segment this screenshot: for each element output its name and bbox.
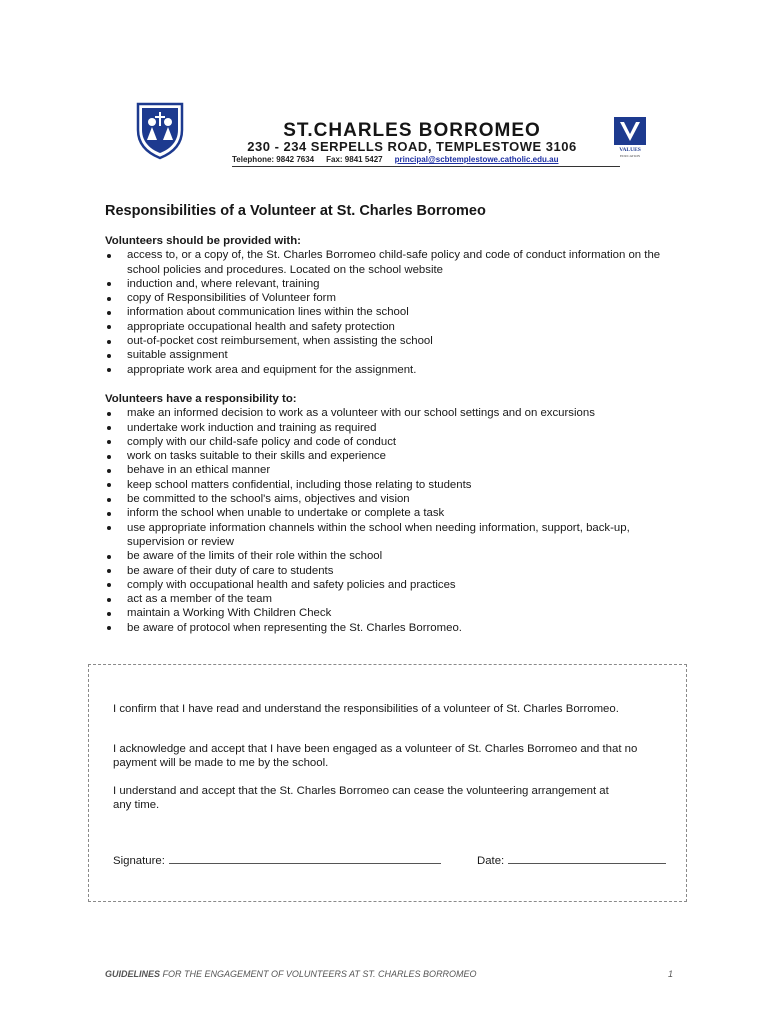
cease-line-1: I understand and accept that the St. Charles Borromeo can cease the volunteering arrangement at	[113, 785, 609, 797]
header-divider	[232, 166, 620, 167]
confirmation-statement-no-payment: I acknowledge and accept that I have been engaged as a volunteer of St. Charles Borromeo and that no payment will be made to me by the school.	[113, 743, 638, 769]
svg-text:EDUCATION: EDUCATION	[619, 154, 641, 158]
list-item: work on tasks suitable to their skills and experience	[105, 449, 685, 463]
responsibilities-list	[105, 406, 685, 635]
school-contact-line	[232, 155, 602, 164]
provided-section	[105, 234, 685, 377]
list-item: undertake work induction and training as required	[105, 421, 685, 435]
list-item: use appropriate information channels within the school when needing information, support, back-up, supervision or review	[105, 521, 685, 550]
date-label: Date:	[477, 855, 505, 867]
list-item: be aware of the limits of their role within the school	[105, 549, 685, 563]
signature-label: Signature:	[113, 855, 165, 867]
list-item: be aware of their duty of care to students	[105, 564, 685, 578]
list-item: behave in an ethical manner	[105, 463, 685, 477]
list-item: inform the school when unable to undertake or complete a task	[105, 506, 685, 520]
svg-text:VALUES: VALUES	[619, 147, 641, 153]
responsibilities-heading: Volunteers have a responsibility to:	[105, 393, 297, 405]
principal-email-link[interactable]: principal@scbtemplestowe.catholic.edu.au	[394, 155, 559, 164]
fax: Fax: 9841 5427	[326, 155, 383, 164]
date-row	[477, 852, 666, 867]
confirmation-statement-read: I confirm that I have read and understand the responsibilities of a volunteer of St. Charles Borromeo.	[113, 703, 619, 715]
list-item: appropriate work area and equipment for the assignment.	[105, 363, 685, 377]
page-footer	[105, 969, 477, 979]
list-item: maintain a Working With Children Check	[105, 606, 685, 620]
list-item: act as a member of the team	[105, 592, 685, 606]
signature-field[interactable]	[169, 852, 441, 864]
document-title: Responsibilities of a Volunteer at St. Charles Borromeo	[105, 203, 486, 219]
values-education-logo	[612, 116, 648, 158]
list-item: suitable assignment	[105, 348, 685, 362]
school-name: ST.CHARLES BORROMEO	[283, 120, 541, 141]
provided-heading: Volunteers should be provided with:	[105, 235, 301, 247]
list-item: induction and, where relevant, training	[105, 277, 685, 291]
date-field[interactable]	[508, 852, 666, 864]
signature-row	[113, 852, 441, 867]
list-item: comply with occupational health and safety policies and practices	[105, 578, 685, 592]
responsibilities-section	[105, 392, 685, 635]
list-item: access to, or a copy of, the St. Charles Borromeo child-safe policy and code of conduct information on the school policies and procedures. Located on the school website	[105, 248, 685, 277]
confirmation-statement-cease	[113, 785, 673, 813]
telephone: Telephone: 9842 7634	[232, 155, 315, 164]
list-item: be aware of protocol when representing the St. Charles Borromeo.	[105, 621, 685, 635]
list-item: be committed to the school's aims, objectives and vision	[105, 492, 685, 506]
school-address: 230 - 234 SERPELLS ROAD, TEMPLESTOWE 3106	[247, 139, 577, 154]
page-number: 1	[668, 969, 674, 979]
footer-guidelines-text: FOR THE ENGAGEMENT OF VOLUNTEERS AT ST. CHARLES BORROMEO	[160, 969, 477, 979]
list-item: comply with our child-safe policy and code of conduct	[105, 435, 685, 449]
list-item: appropriate occupational health and safety protection	[105, 320, 685, 334]
provided-list	[105, 248, 685, 377]
list-item: information about communication lines within the school	[105, 305, 685, 319]
list-item: keep school matters confidential, including those relating to students	[105, 478, 685, 492]
list-item: copy of Responsibilities of Volunteer form	[105, 291, 685, 305]
cease-line-2: any time.	[113, 798, 160, 811]
list-item: make an informed decision to work as a volunteer with our school settings and on excursions	[105, 406, 685, 420]
footer-guidelines-bold: GUIDELINES	[105, 969, 161, 979]
school-crest-logo	[134, 100, 186, 160]
list-item: out-of-pocket cost reimbursement, when assisting the school	[105, 334, 685, 348]
